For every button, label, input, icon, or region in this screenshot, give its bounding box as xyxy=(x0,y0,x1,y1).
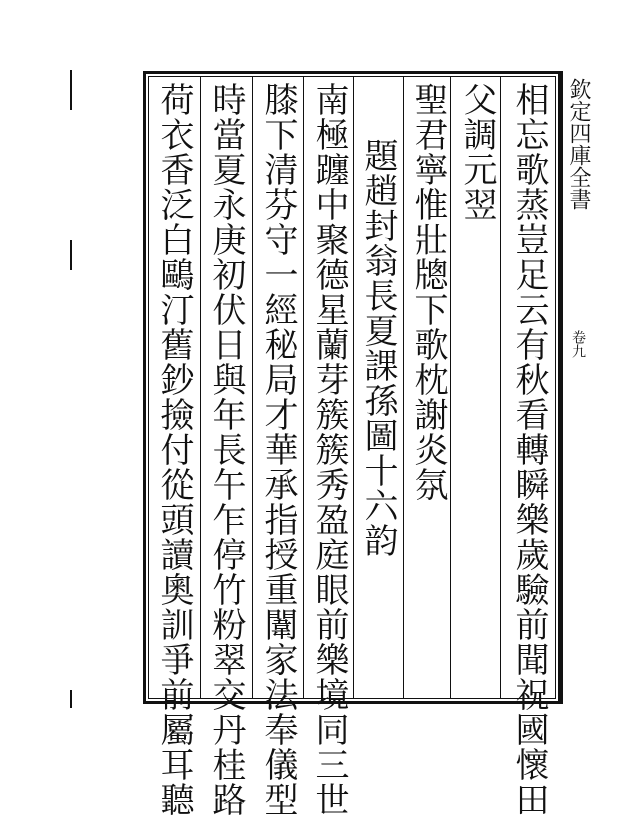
column-rule xyxy=(252,77,253,698)
left-margin-mark-mid xyxy=(70,240,72,270)
text-column-3: 聖君寧惟壯牕下歌枕謝炎氛 xyxy=(408,82,448,502)
text-column-2: 父調元翌 xyxy=(457,82,497,222)
gutter-book-title: 欽定四庫全書 xyxy=(566,78,591,210)
text-column-5: 南極躔中聚德星蘭芽簇簇秀盈庭眼前樂境同三世 xyxy=(309,82,349,817)
text-column-6: 膝下清芬守一經秘局才華承指授重闈家法奉儀型 xyxy=(258,82,298,817)
text-column-7: 時當夏永庚初伏日與年長午乍停竹粉翠交丹桂路 xyxy=(206,82,246,817)
column-rule xyxy=(200,77,201,698)
left-margin-mark-top xyxy=(70,70,72,110)
text-column-4: 題趙封翁長夏課孫圖十六韵 xyxy=(358,138,398,558)
column-rule xyxy=(500,77,501,698)
gutter-volume-label: 卷九 xyxy=(570,330,586,358)
text-column-8: 荷衣香泛白鷗汀舊鈔撿付從頭讀奧訓爭前屬耳聽 xyxy=(154,82,194,817)
text-column-1: 相忘歌蒸豈足云有秋看轉瞬樂歲驗前聞祝國懷田 xyxy=(509,82,549,817)
column-rule xyxy=(403,77,404,698)
column-rule xyxy=(353,77,354,698)
column-rule xyxy=(450,77,451,698)
left-margin-mark-bottom xyxy=(70,690,72,708)
column-rule xyxy=(303,77,304,698)
